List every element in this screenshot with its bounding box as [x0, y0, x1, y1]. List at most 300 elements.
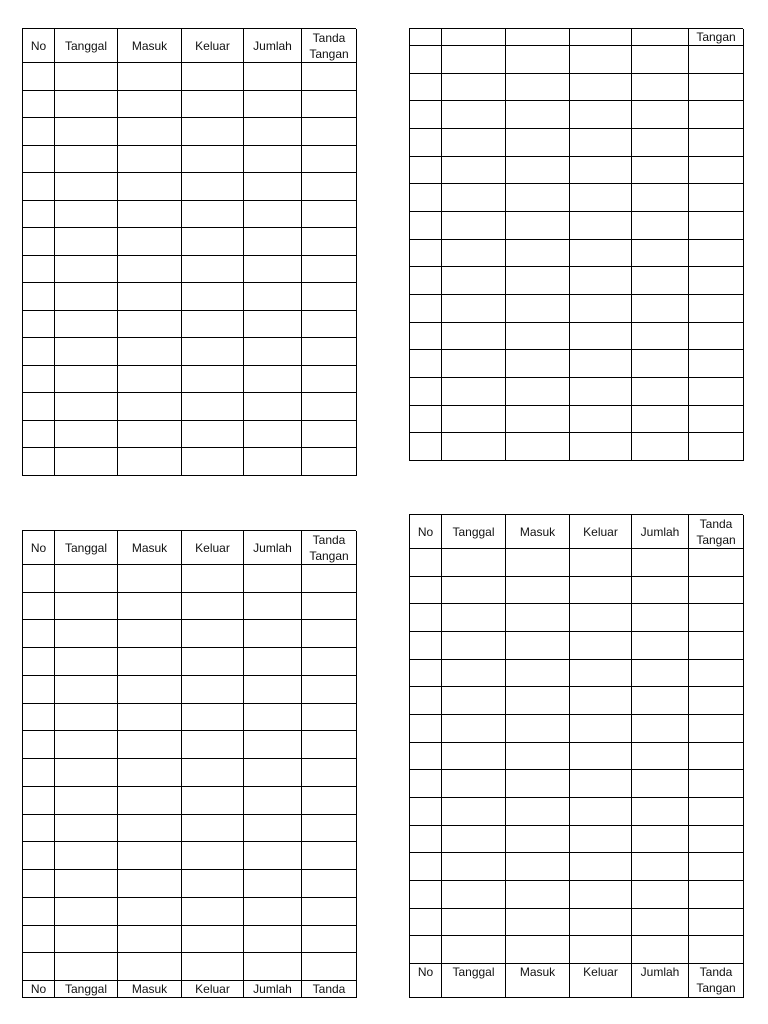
cell-jumlah [632, 406, 689, 434]
cell-masuk [118, 926, 182, 954]
cell-jumlah [632, 632, 689, 660]
cell-tanggal [442, 378, 506, 406]
cell-tanggal [442, 770, 506, 798]
cell-masuk [118, 648, 182, 676]
cell-masuk [506, 604, 570, 632]
cell-jumlah [244, 256, 302, 284]
cell-no [23, 338, 55, 366]
cell-jumlah [244, 311, 302, 339]
cell-tanda-tangan [689, 715, 744, 743]
cell-tanggal [55, 146, 118, 174]
cell-jumlah [632, 101, 689, 129]
cell-jumlah [632, 549, 689, 577]
header-no: No [23, 531, 55, 565]
cell-keluar [182, 256, 244, 284]
cell-keluar [182, 228, 244, 256]
cell-keluar [570, 770, 632, 798]
cell-masuk [118, 676, 182, 704]
cell-keluar [182, 787, 244, 815]
cell-jumlah [244, 338, 302, 366]
cell-keluar [182, 731, 244, 759]
cell-tanda-tangan [689, 212, 744, 240]
cell-tanda-tangan [689, 909, 744, 937]
cell-tanda-tangan [689, 350, 744, 378]
cell-no [410, 184, 442, 212]
cell-masuk [506, 826, 570, 854]
cell-tanggal [55, 898, 118, 926]
cell-tanggal [442, 406, 506, 434]
cell-tanggal [55, 228, 118, 256]
cell-masuk [506, 184, 570, 212]
cell-masuk [506, 295, 570, 323]
cell-tanggal [55, 338, 118, 366]
cell-tanda-tangan [302, 593, 357, 621]
cell-jumlah [244, 898, 302, 926]
cell-jumlah [244, 366, 302, 394]
cell-no [23, 926, 55, 954]
cell-keluar [182, 63, 244, 91]
footer-tanda-tangan: Tanda Tangan [689, 964, 744, 998]
cell-tanda-tangan [302, 842, 357, 870]
footer-tanda-tangan: Tanda [302, 981, 357, 998]
cell-jumlah [244, 704, 302, 732]
cell-masuk [118, 953, 182, 981]
cell-tanda-tangan [689, 157, 744, 185]
cell-masuk [506, 715, 570, 743]
cell-no [410, 101, 442, 129]
cell-no [410, 433, 442, 461]
cell-tanda-tangan [302, 676, 357, 704]
cell-jumlah [632, 604, 689, 632]
cell-tanda-tangan [689, 240, 744, 268]
cell-jumlah [244, 593, 302, 621]
cell-jumlah [244, 173, 302, 201]
cell-masuk [118, 593, 182, 621]
cell-jumlah [632, 433, 689, 461]
cell-tanggal [442, 604, 506, 632]
footer-no: No [23, 981, 55, 998]
cell-no [410, 687, 442, 715]
ledger-table-bottom-left [22, 530, 356, 998]
cell-no [23, 648, 55, 676]
cell-masuk [506, 433, 570, 461]
cell-tanda-tangan [689, 295, 744, 323]
cell-tanggal [55, 620, 118, 648]
cell-tanda-tangan [302, 448, 357, 476]
cell-keluar [182, 393, 244, 421]
cell-masuk [118, 311, 182, 339]
cell-no [23, 63, 55, 91]
cell-no [23, 283, 55, 311]
cell-tanda-tangan [689, 798, 744, 826]
cell-tanggal [55, 787, 118, 815]
cell-masuk [506, 549, 570, 577]
cell-keluar [182, 870, 244, 898]
footer-jumlah: Jumlah [632, 964, 689, 998]
cell-tanda-tangan [689, 770, 744, 798]
cell-no [23, 620, 55, 648]
cell-no [23, 593, 55, 621]
footer-tanggal: Tanggal [442, 964, 506, 998]
cell-tanda-tangan [689, 74, 744, 102]
cell-keluar [570, 323, 632, 351]
cell-masuk [506, 660, 570, 688]
cell-jumlah [244, 228, 302, 256]
cell-masuk [118, 146, 182, 174]
cell-tanda-tangan [302, 815, 357, 843]
cell-jumlah [244, 842, 302, 870]
cell-masuk [506, 743, 570, 771]
cell-jumlah [244, 815, 302, 843]
cell-masuk [506, 129, 570, 157]
cell-masuk [118, 704, 182, 732]
cell-no [410, 240, 442, 268]
cell-jumlah [632, 770, 689, 798]
cell-tanggal [442, 853, 506, 881]
cell-tanda-tangan [302, 256, 357, 284]
cell-jumlah [632, 936, 689, 964]
cell-masuk [506, 577, 570, 605]
header-no: No [410, 515, 442, 549]
cell-keluar [570, 853, 632, 881]
cell-jumlah [244, 759, 302, 787]
cell-masuk [118, 898, 182, 926]
cell-tanda-tangan [302, 565, 357, 593]
cell-no [410, 267, 442, 295]
cell-masuk [506, 350, 570, 378]
cell-tanda-tangan [302, 787, 357, 815]
cell-tanggal [55, 565, 118, 593]
header-no [410, 29, 442, 46]
cell-keluar [570, 350, 632, 378]
cell-jumlah [244, 421, 302, 449]
cell-tanggal [55, 870, 118, 898]
cell-no [410, 295, 442, 323]
cell-tanda-tangan [302, 704, 357, 732]
cell-jumlah [244, 283, 302, 311]
cell-jumlah [632, 74, 689, 102]
cell-jumlah [632, 157, 689, 185]
cell-keluar [182, 421, 244, 449]
cell-masuk [118, 338, 182, 366]
cell-tanda-tangan [689, 853, 744, 881]
cell-keluar [570, 184, 632, 212]
cell-jumlah [632, 184, 689, 212]
cell-tanggal [442, 715, 506, 743]
cell-masuk [118, 421, 182, 449]
header-masuk [506, 29, 570, 46]
footer-jumlah: Jumlah [244, 981, 302, 998]
cell-keluar [570, 433, 632, 461]
cell-keluar [570, 129, 632, 157]
ledger-table-bottom-right [409, 514, 743, 998]
cell-tanggal [442, 46, 506, 74]
cell-no [23, 256, 55, 284]
header-jumlah: Jumlah [244, 531, 302, 565]
cell-jumlah [632, 798, 689, 826]
cell-no [23, 448, 55, 476]
cell-masuk [118, 201, 182, 229]
cell-tanda-tangan [689, 378, 744, 406]
cell-tanggal [442, 433, 506, 461]
cell-tanda-tangan [689, 881, 744, 909]
cell-tanda-tangan [689, 936, 744, 964]
cell-no [23, 228, 55, 256]
cell-no [23, 118, 55, 146]
cell-tanggal [55, 926, 118, 954]
footer-no: No [410, 964, 442, 998]
cell-no [410, 604, 442, 632]
cell-jumlah [244, 731, 302, 759]
cell-jumlah [632, 350, 689, 378]
cell-keluar [182, 201, 244, 229]
header-tanda-tangan: Tanda Tangan [302, 531, 357, 565]
cell-jumlah [244, 393, 302, 421]
cell-tanda-tangan [302, 870, 357, 898]
cell-no [410, 936, 442, 964]
cell-keluar [570, 406, 632, 434]
cell-jumlah [244, 91, 302, 119]
cell-tanda-tangan [302, 898, 357, 926]
cell-tanggal [55, 63, 118, 91]
cell-tanggal [442, 129, 506, 157]
cell-tanda-tangan [302, 146, 357, 174]
cell-tanggal [442, 826, 506, 854]
cell-masuk [506, 853, 570, 881]
cell-tanda-tangan [689, 660, 744, 688]
cell-tanda-tangan [689, 577, 744, 605]
cell-keluar [570, 46, 632, 74]
cell-tanggal [442, 184, 506, 212]
cell-tanda-tangan [302, 63, 357, 91]
cell-jumlah [244, 146, 302, 174]
cell-tanda-tangan [689, 129, 744, 157]
cell-jumlah [632, 323, 689, 351]
cell-no [23, 842, 55, 870]
header-tanggal: Tanggal [55, 531, 118, 565]
cell-no [23, 676, 55, 704]
cell-keluar [182, 898, 244, 926]
ledger-table-top-left [22, 28, 356, 476]
cell-jumlah [632, 715, 689, 743]
cell-tanda-tangan [302, 311, 357, 339]
cell-keluar [182, 448, 244, 476]
cell-tanggal [442, 909, 506, 937]
cell-no [410, 74, 442, 102]
cell-tanggal [55, 842, 118, 870]
cell-masuk [506, 240, 570, 268]
cell-tanda-tangan [302, 620, 357, 648]
cell-no [23, 173, 55, 201]
cell-tanda-tangan [689, 267, 744, 295]
cell-no [410, 660, 442, 688]
cell-tanggal [442, 240, 506, 268]
cell-masuk [506, 212, 570, 240]
cell-tanggal [442, 577, 506, 605]
cell-jumlah [632, 240, 689, 268]
cell-jumlah [632, 743, 689, 771]
cell-tanggal [55, 731, 118, 759]
header-tanggal [442, 29, 506, 46]
cell-no [23, 787, 55, 815]
header-masuk: Masuk [118, 531, 182, 565]
cell-no [23, 393, 55, 421]
cell-no [410, 46, 442, 74]
cell-masuk [118, 228, 182, 256]
footer-tanggal: Tanggal [55, 981, 118, 998]
cell-masuk [118, 173, 182, 201]
cell-masuk [118, 842, 182, 870]
cell-masuk [118, 759, 182, 787]
cell-tanggal [442, 687, 506, 715]
cell-no [23, 898, 55, 926]
cell-masuk [118, 256, 182, 284]
cell-keluar [182, 311, 244, 339]
cell-jumlah [632, 267, 689, 295]
cell-jumlah [244, 870, 302, 898]
cell-jumlah [244, 926, 302, 954]
cell-masuk [118, 787, 182, 815]
cell-tanda-tangan [689, 687, 744, 715]
cell-keluar [182, 118, 244, 146]
header-keluar: Keluar [182, 29, 244, 63]
cell-tanda-tangan [689, 46, 744, 74]
cell-no [410, 826, 442, 854]
cell-tanggal [442, 936, 506, 964]
header-tanda-tangan: Tanda Tangan [302, 29, 357, 63]
cell-jumlah [244, 565, 302, 593]
cell-keluar [182, 648, 244, 676]
cell-jumlah [244, 118, 302, 146]
header-no: No [23, 29, 55, 63]
cell-no [23, 565, 55, 593]
cell-masuk [118, 815, 182, 843]
cell-tanggal [442, 212, 506, 240]
cell-no [410, 129, 442, 157]
cell-tanggal [442, 798, 506, 826]
cell-jumlah [244, 787, 302, 815]
cell-keluar [570, 378, 632, 406]
cell-no [410, 577, 442, 605]
cell-jumlah [632, 853, 689, 881]
cell-masuk [506, 74, 570, 102]
cell-tanggal [55, 815, 118, 843]
cell-masuk [506, 157, 570, 185]
header-jumlah: Jumlah [244, 29, 302, 63]
cell-masuk [506, 267, 570, 295]
cell-tanggal [55, 366, 118, 394]
cell-tanggal [442, 74, 506, 102]
cell-tanda-tangan [689, 406, 744, 434]
cell-no [410, 406, 442, 434]
cell-jumlah [244, 953, 302, 981]
cell-no [23, 953, 55, 981]
cell-jumlah [632, 577, 689, 605]
cell-masuk [118, 731, 182, 759]
cell-keluar [570, 157, 632, 185]
cell-keluar [570, 240, 632, 268]
cell-keluar [182, 593, 244, 621]
cell-no [410, 378, 442, 406]
cell-tanda-tangan [689, 323, 744, 351]
cell-no [23, 201, 55, 229]
cell-tanggal [55, 283, 118, 311]
cell-masuk [118, 283, 182, 311]
cell-jumlah [632, 687, 689, 715]
header-tanggal: Tanggal [55, 29, 118, 63]
cell-masuk [506, 406, 570, 434]
cell-jumlah [632, 909, 689, 937]
cell-tanggal [442, 267, 506, 295]
cell-no [410, 909, 442, 937]
cell-masuk [506, 881, 570, 909]
cell-keluar [570, 826, 632, 854]
cell-no [410, 770, 442, 798]
cell-no [410, 157, 442, 185]
cell-keluar [182, 338, 244, 366]
cell-keluar [182, 926, 244, 954]
cell-tanda-tangan [302, 228, 357, 256]
cell-masuk [506, 936, 570, 964]
cell-keluar [182, 842, 244, 870]
cell-no [23, 731, 55, 759]
cell-jumlah [244, 201, 302, 229]
cell-tanggal [442, 660, 506, 688]
cell-tanda-tangan [689, 101, 744, 129]
cell-tanda-tangan [689, 549, 744, 577]
cell-keluar [570, 909, 632, 937]
cell-tanggal [442, 549, 506, 577]
footer-keluar: Keluar [570, 964, 632, 998]
cell-keluar [182, 283, 244, 311]
cell-keluar [182, 146, 244, 174]
cell-keluar [570, 687, 632, 715]
cell-keluar [570, 881, 632, 909]
cell-tanggal [442, 295, 506, 323]
cell-masuk [118, 620, 182, 648]
header-jumlah [632, 29, 689, 46]
header-masuk: Masuk [506, 515, 570, 549]
cell-tanda-tangan [302, 118, 357, 146]
header-keluar [570, 29, 632, 46]
cell-tanda-tangan [302, 173, 357, 201]
cell-tanda-tangan [302, 338, 357, 366]
cell-keluar [182, 620, 244, 648]
cell-masuk [506, 378, 570, 406]
cell-jumlah [244, 448, 302, 476]
cell-no [410, 853, 442, 881]
header-tanggal: Tanggal [442, 515, 506, 549]
cell-no [410, 212, 442, 240]
cell-no [23, 704, 55, 732]
cell-jumlah [632, 295, 689, 323]
cell-keluar [570, 74, 632, 102]
header-masuk: Masuk [118, 29, 182, 63]
cell-masuk [118, 565, 182, 593]
header-tanda-tangan: Tangan [689, 29, 744, 46]
cell-keluar [570, 101, 632, 129]
cell-jumlah [632, 378, 689, 406]
cell-tanggal [442, 101, 506, 129]
cell-no [410, 350, 442, 378]
cell-tanggal [55, 704, 118, 732]
cell-tanda-tangan [302, 759, 357, 787]
cell-masuk [506, 101, 570, 129]
cell-masuk [118, 448, 182, 476]
cell-tanda-tangan [302, 393, 357, 421]
cell-keluar [570, 743, 632, 771]
cell-jumlah [244, 648, 302, 676]
